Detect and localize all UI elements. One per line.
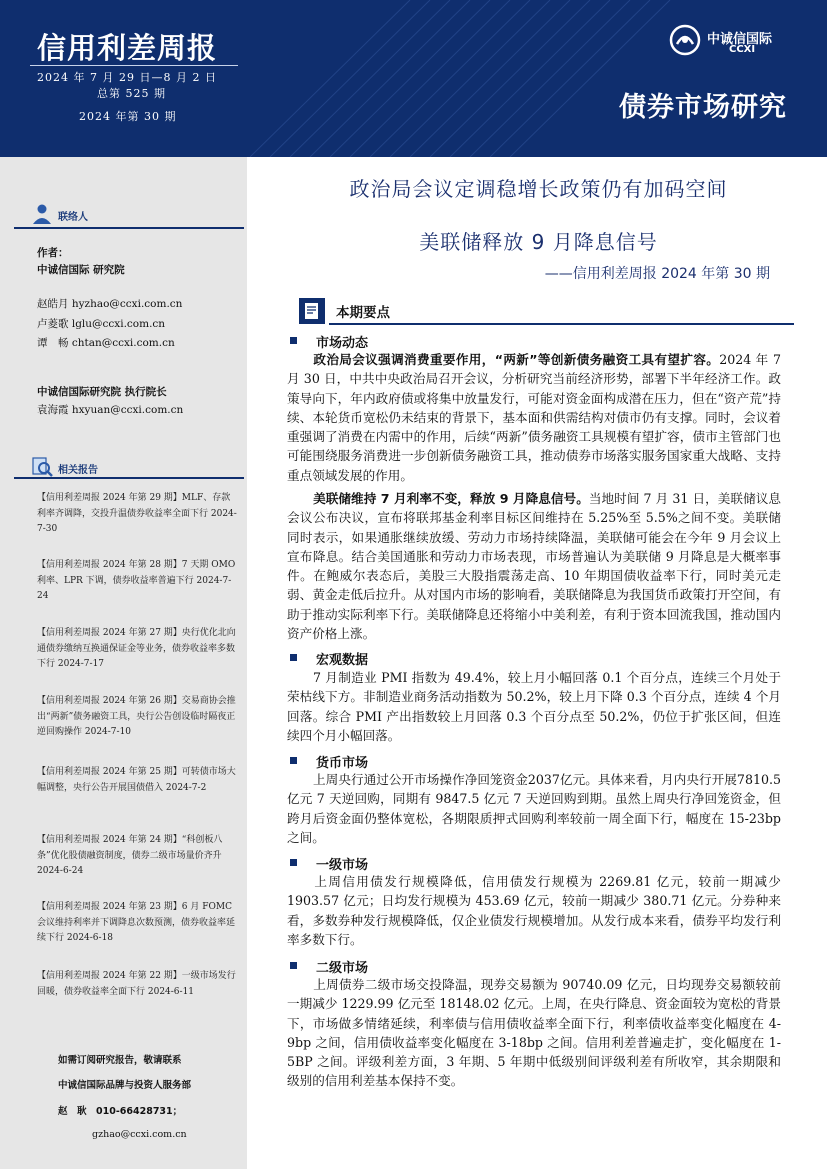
ccxi-logo-icon [667, 22, 703, 58]
bullet-square-icon [290, 962, 297, 969]
related-report[interactable]: 【信用利差周报 2024 年第 23 期】6 月 FOMC 会议维持利率并下调降息次数预测，债券收益率延续下行 2024-6-18 [37, 902, 236, 943]
contacts-divider [14, 227, 244, 229]
related-report[interactable]: 【信用利差周报 2024 年第 22 期】一级市场发行回暖，债券收益率全面下行 2024-6-11 [37, 971, 236, 997]
related-divider [14, 477, 244, 479]
document-icon [299, 298, 325, 324]
related-report[interactable]: 【信用利差周报 2024 年第 25 期】可转债市场大幅调整，央行公告开展国债借入 2024-7-2 [37, 767, 236, 793]
market-paragraph-2: 美联储维持 7 月利率不变，释放 9 月降息信号。当地时间 7 月 31 日，美联储议息会议公布决议，宣布将联邦基金利率目标区间维持在 5.25%至 5.5%之间不变。美联储同时表示，如果通胀继续放缓、劳动力市场持续降温，美联储可能会在今年 9 月会议上宣布降息。结合美国通胀和劳动力市场表现，市场普遍认为美联储 9 月降息是大概率事件。在鲍威尔表态后，美股三大股指震荡走高、10 年期国债收益率下行，同时美元走弱、黄金走低后拉升。从对国内市场的影响看，美联储降息为我国货币政策打开空间，有助于推动实际利率下行。美联储降息还将缩小中美利差，有利于资本回流我国，推动国内资产价格上涨。 [287, 491, 781, 641]
header-divider [30, 65, 238, 66]
related-report[interactable]: 【信用利差周报 2024 年第 24 期】“科创板八条”优化股债融资制度，债券二级市场量价齐升 2024-6-24 [37, 835, 223, 876]
author-1: 赵皓月 hyzhao@ccxi.com.cn [37, 298, 183, 310]
header-banner [0, 0, 827, 157]
bullet-square-icon [290, 654, 297, 661]
related-report[interactable]: 【信用利差周报 2024 年第 29 期】MLF、存款利率齐调降，交投升温债券收益率全面下行 2024-7-30 [37, 493, 237, 534]
total-issue: 总第 525 期 [97, 87, 166, 100]
report-series-title: 信用利差周报 [37, 31, 218, 65]
main-title-line-2: 美联储释放 9 月降息信号 [419, 230, 658, 254]
summary-heading: 本期要点 [299, 298, 793, 324]
brand-name: 中诚信国际 [707, 32, 773, 47]
date-range: 2024 年 7 月 29 日—8 月 2 日 [37, 71, 217, 84]
bullet-square-icon [290, 859, 297, 866]
related-reports-heading: 相关报告 [30, 456, 230, 478]
primary-market-paragraph: 上周信用债发行规模降低，信用债发行规模为 2269.81 亿元，较前一期减少1903.57 亿元；日均发行规模为 453.69 亿元，较前一期减少 380.71 亿元。分券种来看，多数券种发行规模降低，仅企业债发行规模增加。从发行成本来看，债券平均发行利率多数下行。 [287, 874, 781, 947]
person-icon [30, 203, 54, 225]
issue-number: 2024 年第 30 期 [79, 110, 177, 123]
magnifier-icon [30, 456, 54, 478]
subscribe-email[interactable]: gzhao@ccxi.com.cn [92, 1129, 187, 1140]
author-2: 卢菱歌 lglu@ccxi.com.cn [37, 318, 166, 330]
bullet-square-icon [290, 337, 297, 344]
related-report[interactable]: 【信用利差周报 2024 年第 26 期】交易商协会推出“两新”债务融资工具，央行公告创设临时隔夜正逆回购操作 2024-7-10 [37, 696, 236, 737]
bullet-square-icon [290, 757, 297, 764]
market-paragraph-1: 政治局会议强调消费重要作用，“两新”等创新债务融资工具有望扩容。2024 年 7 月 30 日，中共中央政治局召开会议，分析研究当前经济形势，部署下半年经济工作。政策导向下，年内政府债或将集中放量发行，可能对资金面构成潜在压力，但在“资产荒”持续、本轮货币宽松仍未结束的背景下，基本面和供需结构对债市仍有支撑。同时，会议着重强调了消费在内需中的作用，后续“两新”债务融资工具规模有望扩容，债市主管部门也可能围绕服务消费进一步创新债务融资工具，推动债券市场落实服务国家重大战略、支持重点领域发展的作用。 [287, 352, 781, 483]
author-org: 中诚信国际 研究院 [37, 264, 125, 276]
director-contact: 袁海霞 hxyuan@ccxi.com.cn [37, 404, 184, 416]
brand-logo [667, 22, 787, 62]
money-market-paragraph: 上周央行通过公开市场操作净回笼资金2037亿元。具体来看，月内央行开展7810.5 亿元 7 天逆回购，同期有 9847.5 亿元 7 天逆回购到期。虽然上周央行净回笼资金，但跨月后资金面仍整体宽松，各期限质押式回购利率较前一周全面下行，幅度在 15-23bp 之间。 [287, 772, 781, 845]
author-3: 谭 畅 chtan@ccxi.com.cn [37, 337, 175, 349]
main-title-line-1: 政治局会议定调稳增长政策仍有加码空间 [349, 177, 728, 201]
macro-paragraph: 7 月制造业 PMI 指数为 49.4%，较上月小幅回落 0.1 个百分点，连续三个月处于荣枯线下方。非制造业商务活动指数为 50.2%，较上月下降 0.3 个百分点，连续 4 个月回落。综合 PMI 产出指数较上月回落 0.3 个百分点至 50.2%，仍位于扩张区间，但连续四个月小幅回落。 [287, 670, 781, 743]
secondary-market-paragraph: 上周债券二级市场交投降温，现券交易额为 90740.09 亿元，日均现券交易额较前一期减少 1229.99 亿元至 18148.02 亿元。上周，在央行降息、资金面较为宽松的背景下，市场做多情绪延续，利率债与信用债收益率全面下行，利率债收益率变化幅度在 4-9bp 之间，信用债收益率变化幅度在 3-18bp 之间。信用利差普遍走扩，变化幅度在 1-5BP 之间。评级利差方面，3 年期、5 年期中低级别间评级利差有所收窄，其余期限和级别的信用利差基本保持不变。 [287, 977, 781, 1089]
author-label: 作者： [37, 247, 69, 259]
research-series: 债券市场研究 [619, 92, 787, 123]
brand-sub: CCXI [729, 44, 756, 55]
contacts-heading: 联络人 [30, 203, 230, 225]
main-subtitle: ——信用利差周报 2024 年第 30 期 [544, 266, 770, 282]
related-report[interactable]: 【信用利差周报 2024 年第 27 期】央行优化北向通债券缴纳互换通保证金等业务，债券收益率多数下行 2024-7-17 [37, 628, 236, 669]
subscribe-note: 如需订阅研究报告，敬请联系 [58, 1055, 182, 1066]
subscribe-dept: 中诚信国际品牌与投资人服务部 [58, 1080, 192, 1091]
subscribe-phone: 赵 耿 010-66428731； [58, 1106, 183, 1117]
director-title: 中诚信国际研究院 执行院长 [37, 386, 167, 398]
related-report[interactable]: 【信用利差周报 2024 年第 28 期】7 天期 OMO 利率、LPR 下调，债券收益率普遍下行 2024-7-24 [37, 560, 236, 601]
sidebar [0, 157, 247, 1169]
